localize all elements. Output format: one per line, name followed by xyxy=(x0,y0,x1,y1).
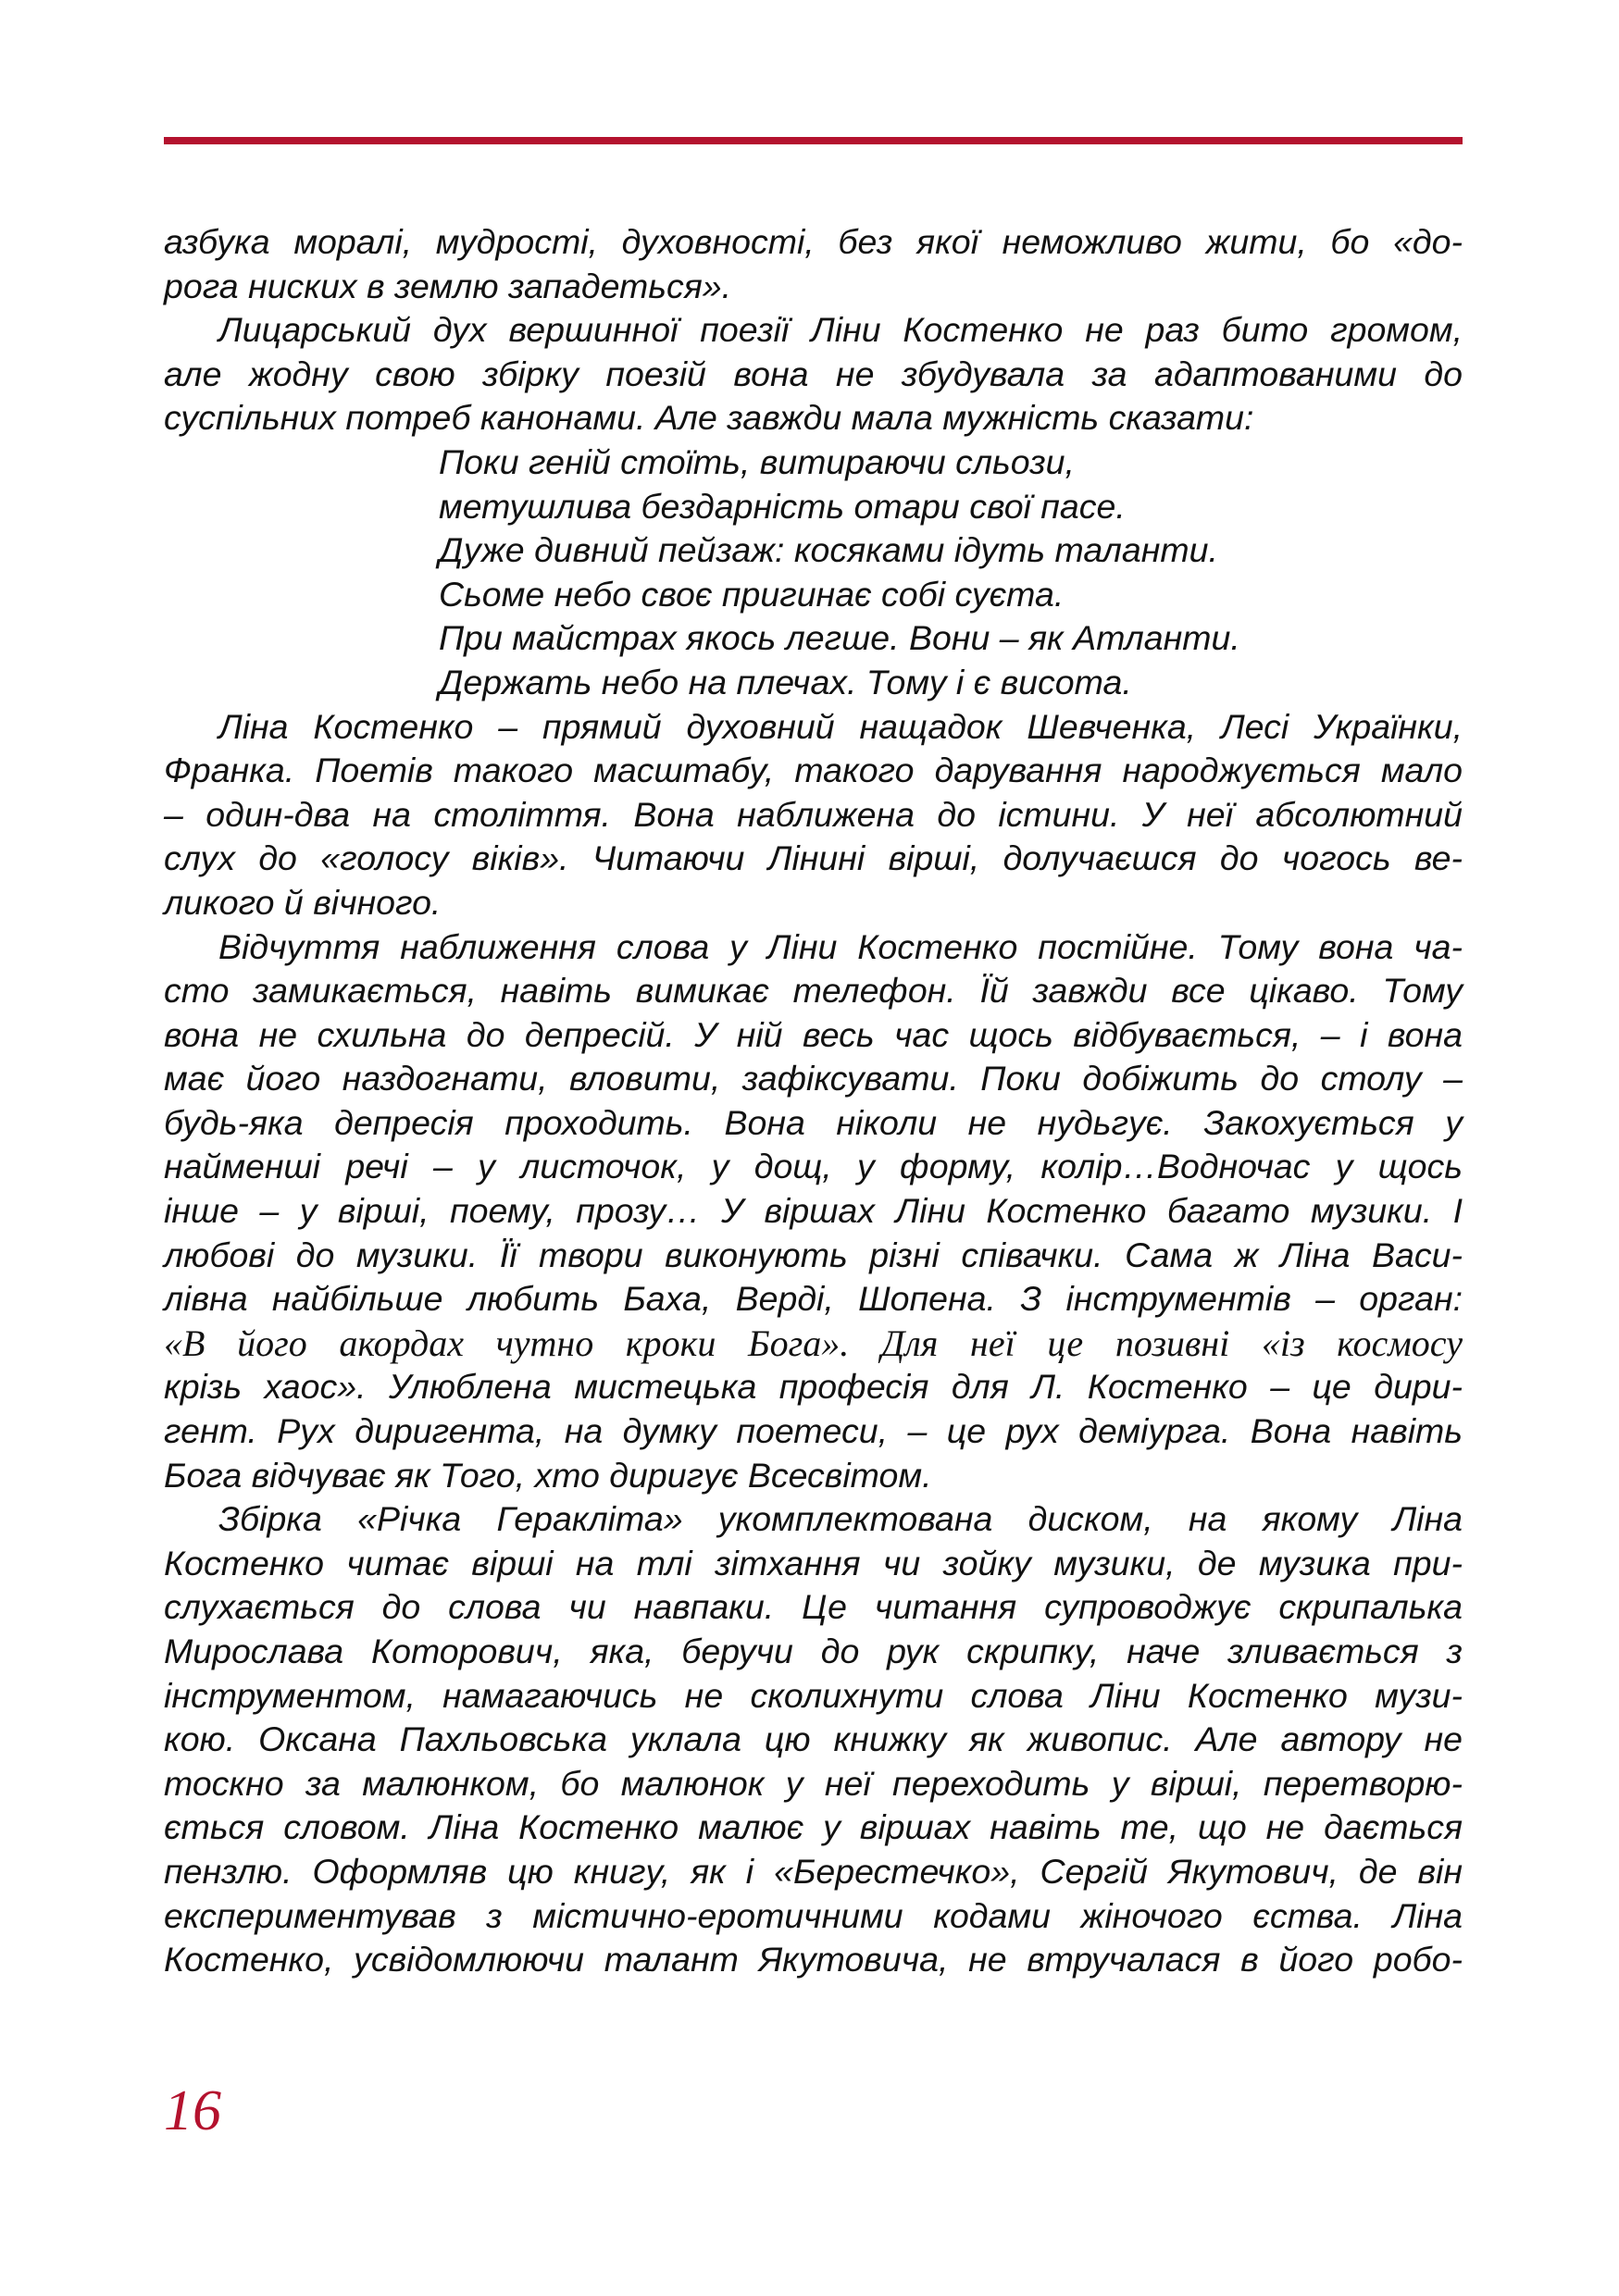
text-line: гент. Рух диригента, на думку поетеси, – це рух деміурга. Вона навіть xyxy=(164,1411,1463,1451)
text-line: експериментував з містично-еротичними кодами жіночого єства. Ліна xyxy=(164,1895,1463,1935)
verse-line: Держать небо на плечах. Тому і є висота. xyxy=(439,662,1132,701)
text-line: Мирослава Которович, яка, беручи до рук скрипку, наче зливається з xyxy=(164,1632,1463,1670)
text-line: пензлю. Оформляв цю книгу, як і «Берестечко», Сергій Якутович, де він xyxy=(164,1851,1463,1891)
text-line: Костенко читає вірші на тлі зітхання чи зойку музики, де музика при- xyxy=(164,1543,1463,1582)
text-line: кою. Оксана Пахльовська уклала цю книжку як живопис. Але автору не xyxy=(164,1719,1463,1759)
page-number: 16 xyxy=(164,2079,221,2142)
body-text xyxy=(164,220,1463,1982)
verse-line: Сьоме небо своє пригинає собі суєта. xyxy=(439,574,1065,614)
text-line: сто замикається, навіть вимикає телефон. Їй завжди все цікаво. Тому xyxy=(164,971,1463,1011)
text-line: вона не схильна до депресій. У ній весь час щось відбувається, – і вона xyxy=(164,1014,1463,1054)
text-line: «В його акордах чутно кроки Бога». Для неї це позивні «із космосу xyxy=(164,1322,1463,1364)
text-line: слухається до слова чи навпаки. Це читання супроводжує скрипалька xyxy=(164,1587,1463,1627)
text-line: Відчуття наближення слова у Ліни Костенко постійне. Тому вона ча- xyxy=(218,926,1463,966)
text-line: любові до музики. Її твори виконують різні співачки. Сама ж Ліна Васи- xyxy=(164,1235,1463,1274)
verse-line: метушлива бездарність отари свої пасе. xyxy=(439,486,1126,526)
text-line: Костенко, усвідомлюючи талант Якутовича, не втручалася в його робо- xyxy=(164,1940,1463,1980)
text-line: тоскно за малюнком, бо малюнок у неї переходить у вірші, перетворю- xyxy=(164,1763,1463,1803)
text-line: але жодну свою збірку поезій вона не збудувала за адаптованими до xyxy=(164,354,1463,393)
text-line: Бога відчуває як Того, хто диригує Всесвітом. xyxy=(164,1455,932,1495)
text-line: Ліна Костенко – прямий духовний нащадок Шевченка, Лесі Українки, xyxy=(218,706,1463,746)
verse-line: При майстрах якось легше. Вони – як Атланти. xyxy=(439,618,1240,658)
text-line: суспільних потреб канонами. Але завжди мала мужність сказати: xyxy=(164,398,1254,438)
verse-line: Дуже дивний пейзаж: косяками ідуть таланти. xyxy=(439,530,1218,570)
text-line: Збірка «Річка Геракліта» укомплектована диском, на якому Ліна xyxy=(218,1499,1463,1539)
text-line: будь-яка депресія проходить. Вона ніколи не нудьгує. Закохується у xyxy=(164,1102,1463,1142)
text-line: – один-два на століття. Вона наближена до істини. У неї абсолютний xyxy=(164,794,1463,834)
verse-line: Поки геній стоїть, витираючи сльози, xyxy=(439,441,1075,481)
text-line: Лицарський дух вершинної поезії Ліни Костенко не раз бито громом, xyxy=(218,310,1463,350)
text-line: ється словом. Ліна Костенко малює у віршах навіть те, що не дається xyxy=(164,1807,1463,1847)
text-line: Франка. Поетів такого масштабу, такого дарування народжується мало xyxy=(164,751,1463,790)
header-rule xyxy=(164,137,1463,144)
text-line: має його наздогнати, вловити, зафіксувати. Поки добіжить до столу – xyxy=(164,1059,1463,1098)
text-line: ликого й вічного. xyxy=(164,882,442,922)
text-line: найменші речі – у листочок, у дощ, у форму, колір…Водночас у щось xyxy=(164,1147,1463,1186)
text-line: лівна найбільше любить Баха, Верді, Шопена. З інструментів – орган: xyxy=(164,1279,1463,1319)
text-line: азбука моралі, мудрості, духовності, без якої неможливо жити, бо «до- xyxy=(164,222,1463,261)
text-line: інше – у вірші, поему, прозу… У віршах Ліни Костенко багато музики. І xyxy=(164,1191,1463,1231)
text-line: слух до «голосу віків». Читаючи Лінині вірші, долучаєшся до чогось ве- xyxy=(164,838,1463,878)
text-line: рога ниских в землю западеться». xyxy=(164,266,732,305)
text-line: інструментом, намагаючись не сколихнути слова Ліни Костенко музи- xyxy=(164,1675,1463,1715)
text-line: крізь хаос». Улюблена мистецька професія для Л. Костенко – це дири- xyxy=(164,1367,1463,1407)
